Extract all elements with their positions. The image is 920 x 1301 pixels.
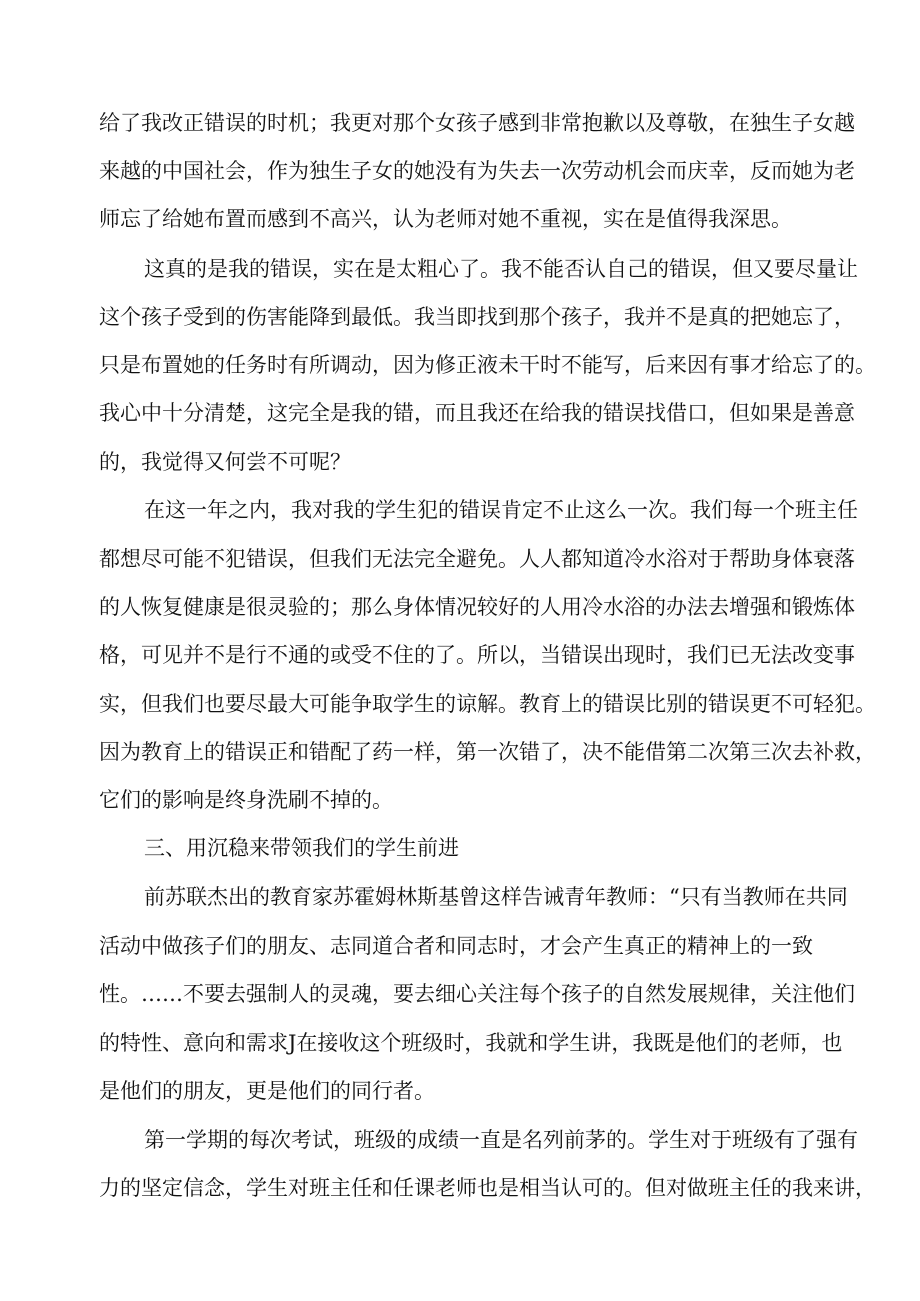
text-line: 这真的是我的错误，实在是太粗心了。我不能否认自己的错误，但又要尽量让 <box>144 257 858 281</box>
text-line: 性。……不要去强制人的灵魂，要去细心关注每个孩子的自然发展规律，关注他们 <box>99 982 855 1006</box>
text-line: 给了我改正错误的时机；我更对那个女孩子感到非常抱歉以及尊敬，在独生子女越 <box>99 111 855 135</box>
text-line: 活动中做孩子们的朋友、志同道合者和同志时，才会产生真正的精神上的一致 <box>99 934 813 958</box>
text-line: 师忘了给她布置而感到不高兴，认为老师对她不重视，实在是值得我深思。 <box>99 207 792 231</box>
text-line: 因为教育上的错误正和错配了药一样，第一次错了，决不能借第二次第三次去补救， <box>99 740 876 764</box>
text-line: 的，我觉得又何尝不可呢？ <box>99 450 351 474</box>
text-line: 前苏联杰出的教育家苏霍姆林斯基曾这样告诫青年教师：“只有当教师在共同 <box>144 885 848 909</box>
section-heading: 三、用沉稳来带领我们的学生前进 <box>144 836 459 860</box>
text-line: 这个孩子受到的伤害能降到最低。我当即找到那个孩子，我并不是真的把她忘了， <box>99 305 855 329</box>
text-line: 都想尽可能不犯错误，但我们无法完全避免。人人都知道冷水浴对于帮助身体衰落 <box>99 547 855 571</box>
text-line: 是他们的朋友，更是他们的同行者。 <box>99 1079 435 1103</box>
text-line: 只是布置她的任务时有所调动，因为修正液未干时不能写，后来因有事才给忘了的。 <box>99 353 876 377</box>
text-line: 格，可见并不是行不通的或受不住的了。所以，当错误出现时，我们已无法改变事 <box>99 643 855 667</box>
text-line: 在这一年之内，我对我的学生犯的错误肯定不止这么一次。我们每一个班主任 <box>144 498 858 522</box>
text-line: 我心中十分清楚，这完全是我的错，而且我还在给我的错误找借口，但如果是善意 <box>99 401 855 425</box>
text-line: 的特性、意向和需求J在接收这个班级时，我就和学生讲，我既是他们的老师，也 <box>99 1031 843 1055</box>
text-line: 实，但我们也要尽最大可能争取学生的谅解。教育上的错误比别的错误更不可轻犯。 <box>99 692 876 716</box>
text-line: 来越的中国社会，作为独生子女的她没有为失去一次劳动机会而庆幸，反而她为老 <box>99 159 855 183</box>
text-line: 它们的影响是终身洗刷不掉的。 <box>99 788 393 812</box>
text-line: 的人恢复健康是很灵验的；那么身体情况较好的人用冷水浴的办法去增强和锻炼体 <box>99 595 855 619</box>
text-line: 第一学期的每次考试，班级的成绩一直是名列前茅的。学生对于班级有了强有 <box>144 1128 858 1152</box>
text-line: 力的坚定信念，学生对班主任和任课老师也是相当认可的。但对做班主任的我来讲， <box>99 1176 876 1200</box>
